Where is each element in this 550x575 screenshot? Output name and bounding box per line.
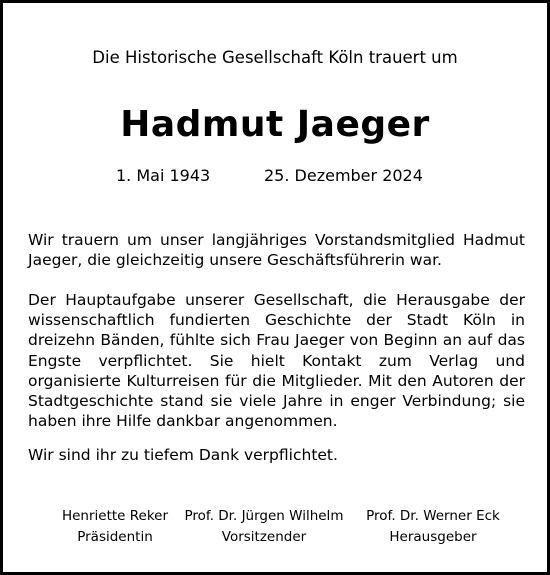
signatory-role: Herausgeber [389, 529, 477, 545]
signatory-name: Henriette Reker [61, 508, 169, 524]
intro-line: Die Historische Gesellschaft Köln trauert um [92, 48, 458, 67]
birth-date: 1. Mai 1943 [116, 166, 211, 185]
deceased-name: Hadmut Jaeger [120, 104, 430, 145]
signatory-editor [352, 506, 514, 548]
signatory-name: Prof. Dr. Werner Eck [366, 508, 500, 524]
signatory-name: Prof. Dr. Jürgen Wilhelm [184, 508, 344, 524]
signatory-chairman [169, 506, 359, 548]
signatory-role: Vorsitzender [221, 529, 307, 545]
paragraph-tribute [28, 230, 525, 270]
paragraph-work [28, 290, 525, 431]
paragraph-text: Wir trauern um unser langjähriges Vorstandsmitglied Hadmut Jaeger, die gleichzeitig unsere Geschäftsführerin war. [28, 231, 525, 270]
signatory-role: Präsidentin [77, 529, 153, 545]
paragraph-thanks [28, 445, 525, 465]
paragraph-text: Wir sind ihr zu tiefem Dank verpflichtet. [28, 446, 338, 464]
death-date: 25. Dezember 2024 [264, 166, 423, 185]
paragraph-text: Der Hauptaufgabe unserer Gesellschaft, die Herausgabe der wissenschaftlich fundierten Geschichte der Stadt Köln in dreizehn Bänden, fühlte sich Frau Jaeger von Beginn an auf das Engste verpflichtet. Sie hielt Kontakt zum Verlag und organisierte Kulturreisen für die Mitglieder. Mit den Autoren der Stadtgeschichte stand sie viele Jahre in enger Verbindung; sie haben ihre Hilfe dankbar angenommen. [28, 291, 525, 431]
